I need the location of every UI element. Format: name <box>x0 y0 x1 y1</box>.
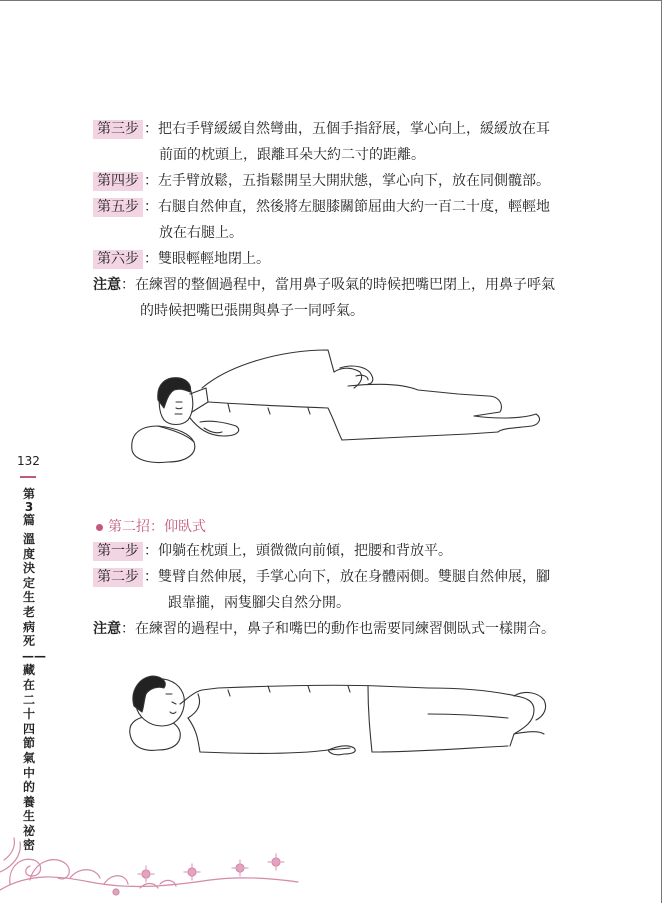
page-number-rule <box>20 476 36 478</box>
section2-title-text: 第二招：仰臥式 <box>108 519 206 535</box>
section2-title <box>96 514 206 540</box>
step-label: 第二步 <box>93 568 143 587</box>
step-label: 第一步 <box>93 542 143 561</box>
note-text: 在練習的過程中，鼻子和嘴巴的動作也需要同練習側臥式一樣開合。 <box>135 621 555 637</box>
side-book-title: 溫度決定生老病死——藏在二十四節氣中的養生祕密 <box>22 532 46 853</box>
section2-body <box>93 538 593 642</box>
step-label: 第三步 <box>93 120 143 139</box>
floral-ornament <box>0 832 300 904</box>
note-text: 在練習的整個過程中，當用鼻子吸氣的時候把嘴巴閉上，用鼻子呼氣 <box>135 277 555 293</box>
side-part-label: 第3篇 <box>22 487 35 527</box>
step-label: 第六步 <box>93 250 143 269</box>
step-1-line-1: 第一步 ：仰躺在枕頭上，頭微微向前傾，把腰和背放平。 <box>93 538 593 564</box>
bullet-icon <box>96 524 103 531</box>
step-text: 右腿自然伸直，然後將左腿膝關節屈曲大約一百二十度，輕輕地 <box>158 199 550 215</box>
step-text: 雙臂自然伸展，手掌心向下，放在身體兩側。雙腿自然伸展，腳 <box>158 569 550 585</box>
step-text: 仰躺在枕頭上，頭微微向前傾，把腰和背放平。 <box>158 543 452 559</box>
step-label: 第五步 <box>93 198 143 217</box>
step-text: 左手臂放鬆，五指鬆開呈大開狀態，掌心向下，放在同側髖部。 <box>158 173 550 189</box>
note2-line-1: 注意：在練習的過程中，鼻子和嘴巴的動作也需要同練習側臥式一樣開合。 <box>93 621 555 637</box>
note-label: 注意 <box>93 621 121 637</box>
step-3-line-1: 第三步 ：把右手臂緩緩自然彎曲，五個手指舒展，掌心向上，緩緩放在耳 <box>93 116 593 142</box>
step-text: 雙眼輕輕地閉上。 <box>158 251 270 267</box>
step-text: 把右手臂緩緩自然彎曲，五個手指舒展，掌心向上，緩緩放在耳 <box>158 121 550 137</box>
step-2-line-2: 跟靠攏，兩隻腳尖自然分開。 <box>168 595 350 611</box>
note-line-2: 的時候把嘴巴張開與鼻子一同呼氣。 <box>140 303 364 319</box>
step-4-line-1: 第四步 ：左手臂放鬆，五指鬆開呈大開狀態，掌心向下，放在同側髖部。 <box>93 168 593 194</box>
step-6-line-1: 第六步 ：雙眼輕輕地閉上。 <box>93 246 593 272</box>
step-5-line-1: 第五步 ：右腿自然伸直，然後將左腿膝關節屈曲大約一百二十度，輕輕地 <box>93 194 593 220</box>
page-number: 132 <box>17 454 40 468</box>
note-label: 注意 <box>93 277 121 293</box>
step-label: 第四步 <box>93 172 143 191</box>
note-line-1: 注意：在練習的整個過程中，當用鼻子吸氣的時候把嘴巴閉上，用鼻子呼氣 <box>93 277 555 293</box>
step-5-line-2: 放在右腿上。 <box>159 225 243 241</box>
step-2-line-1: 第二步 ：雙臂自然伸展，手掌心向下，放在身體兩側。雙腿自然伸展，腳 <box>93 564 593 590</box>
step-3-line-2: 前面的枕頭上，跟離耳朵大約二寸的距離。 <box>159 147 425 163</box>
section1-body <box>93 116 593 324</box>
supine-illustration <box>128 672 558 762</box>
side-lying-illustration <box>128 342 548 472</box>
